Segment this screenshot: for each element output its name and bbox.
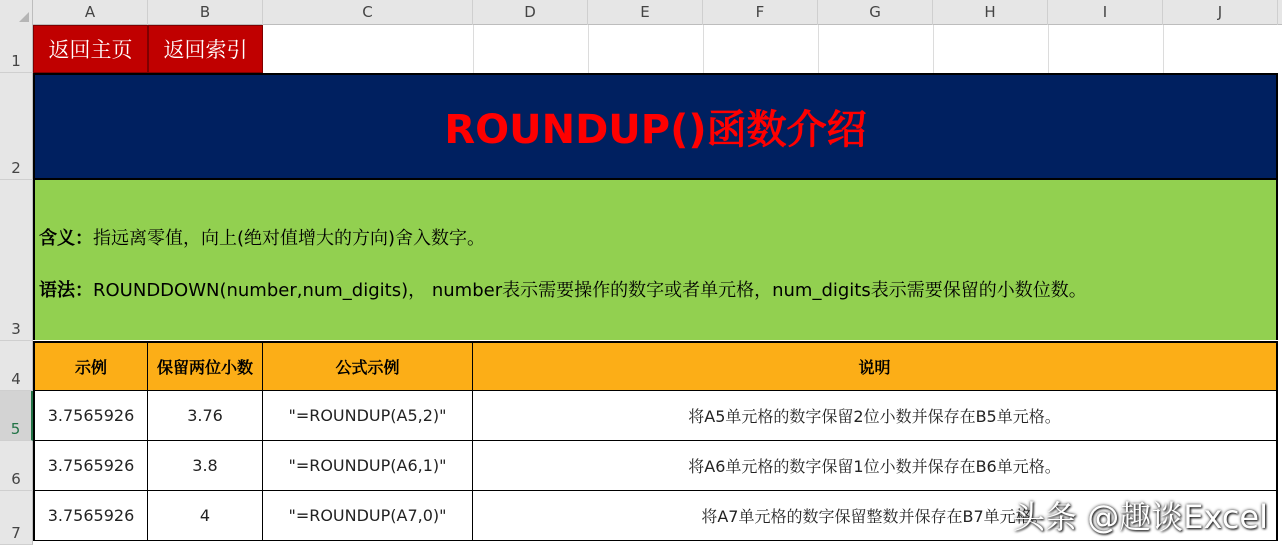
- column-header-d[interactable]: D: [473, 0, 588, 25]
- cell-a6[interactable]: 3.7565926: [33, 441, 148, 491]
- index-button[interactable]: 返回索引: [148, 25, 263, 73]
- gridline: [588, 25, 589, 73]
- cell-c5[interactable]: "=ROUNDUP(A5,2)": [263, 391, 473, 441]
- column-header-e[interactable]: E: [588, 0, 703, 25]
- row-header-3[interactable]: 3: [0, 180, 33, 341]
- title-cell[interactable]: [33, 73, 1278, 180]
- header-explanation[interactable]: 说明: [473, 341, 1278, 391]
- cell-b6[interactable]: 3.8: [148, 441, 263, 491]
- meaning-label: 含义：: [39, 228, 93, 249]
- header-formula-example[interactable]: 公式示例: [263, 341, 473, 391]
- description-cell[interactable]: [33, 180, 1278, 340]
- watermark: 头条 @趣谈Excel: [1013, 498, 1268, 536]
- column-header-a[interactable]: A: [33, 0, 148, 25]
- gridline: [933, 25, 934, 73]
- row-header-7[interactable]: 7: [0, 491, 33, 545]
- home-button[interactable]: 返回主页: [33, 25, 148, 73]
- cell-c7[interactable]: "=ROUNDUP(A7,0)": [263, 491, 473, 541]
- syntax-label: 语法：: [39, 280, 93, 301]
- gridline: [1048, 25, 1049, 73]
- column-header-g[interactable]: G: [818, 0, 933, 25]
- gridline: [818, 25, 819, 73]
- row-header-4[interactable]: 4: [0, 341, 33, 391]
- select-all-corner[interactable]: [0, 0, 33, 25]
- column-header-j[interactable]: J: [1163, 0, 1278, 25]
- cell-d7[interactable]: 将A7单元格的数字保留整数并保存在B7单元格。: [473, 491, 1278, 541]
- syntax-line: [39, 276, 1087, 302]
- cell-b7[interactable]: 4: [148, 491, 263, 541]
- cell-a7[interactable]: 3.7565926: [33, 491, 148, 541]
- meaning-line: [39, 224, 485, 250]
- header-example[interactable]: 示例: [33, 341, 148, 391]
- column-header-b[interactable]: B: [148, 0, 263, 25]
- row-header-1[interactable]: 1: [0, 25, 33, 73]
- cell-d6[interactable]: 将A6单元格的数字保留1位小数并保存在B6单元格。: [473, 441, 1278, 491]
- gridline: [1163, 25, 1164, 73]
- syntax-text: ROUNDDOWN(number,num_digits)， number表示需要操作的数字或者单元格，num_digits表示需要保留的小数位数。: [93, 280, 1087, 301]
- cell-b5[interactable]: 3.76: [148, 391, 263, 441]
- column-header-f[interactable]: F: [703, 0, 818, 25]
- gridline: [703, 25, 704, 73]
- page-title: ROUNDUP()函数介绍: [444, 107, 867, 153]
- cell-a5[interactable]: 3.7565926: [33, 391, 148, 441]
- row-header-6[interactable]: 6: [0, 441, 33, 491]
- gridline: [473, 25, 474, 73]
- cell-c6[interactable]: "=ROUNDUP(A6,1)": [263, 441, 473, 491]
- column-header-c[interactable]: C: [263, 0, 473, 25]
- meaning-text: 指远离零值，向上(绝对值增大的方向)舍入数字。: [93, 228, 486, 249]
- row-header-2[interactable]: 2: [0, 73, 33, 180]
- column-header-h[interactable]: H: [933, 0, 1048, 25]
- header-two-decimals[interactable]: 保留两位小数: [148, 341, 263, 391]
- row-header-5[interactable]: 5: [0, 391, 33, 441]
- cell-d5[interactable]: 将A5单元格的数字保留2位小数并保存在B5单元格。: [473, 391, 1278, 441]
- column-header-i[interactable]: I: [1048, 0, 1163, 25]
